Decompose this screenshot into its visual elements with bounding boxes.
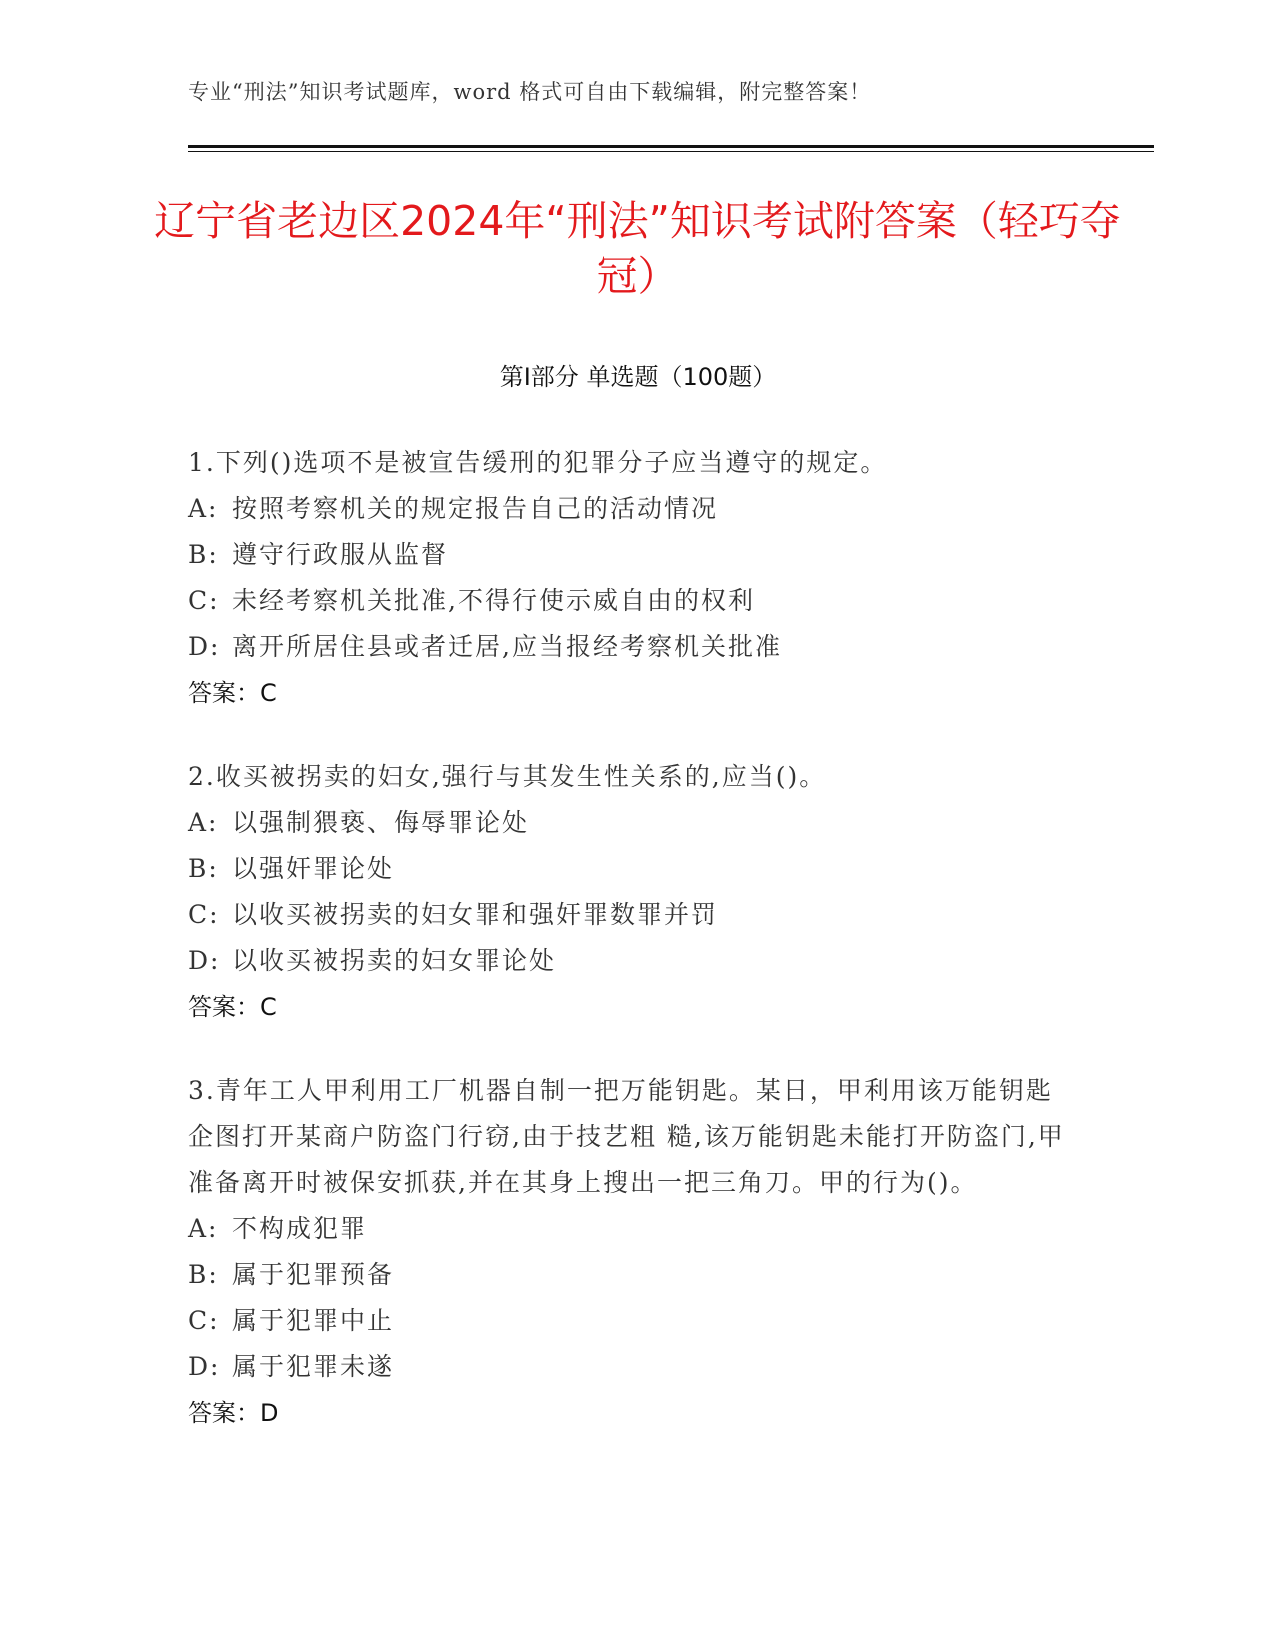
question-list <box>188 440 1068 1474</box>
document-title: 辽宁省老边区2024年“刑法”知识考试附答案（轻巧夺冠） <box>154 197 1121 300</box>
option-letter: C: <box>188 1306 220 1335</box>
option-text: 属于犯罪未遂 <box>232 1352 395 1381</box>
option-text: 属于犯罪中止 <box>232 1306 395 1335</box>
header-note: 专业“刑法”知识考试题库，word 格式可自由下载编辑，附完整答案！ <box>188 80 872 104</box>
question-stem: 2.收买被拐卖的妇女,强行与其发生性关系的,应当()。 <box>188 762 827 791</box>
option-text: 遵守行政服从监督 <box>232 540 449 569</box>
option-b <box>188 532 1068 578</box>
option-letter: A: <box>188 494 219 523</box>
section-heading: 第Ⅰ部分 单选题（100题） <box>499 363 777 391</box>
option-a <box>188 1206 1068 1252</box>
option-text: 按照考察机关的规定报告自己的活动情况 <box>232 494 719 523</box>
answer: 答案：C <box>188 679 277 707</box>
option-text: 不构成犯罪 <box>232 1214 368 1243</box>
option-b <box>188 1252 1068 1298</box>
option-text: 以强奸罪论处 <box>232 854 395 883</box>
option-c <box>188 892 1068 938</box>
option-letter: B: <box>188 854 219 883</box>
option-letter: C: <box>188 900 220 929</box>
option-letter: C: <box>188 586 220 615</box>
option-letter: A: <box>188 808 219 837</box>
option-b <box>188 846 1068 892</box>
option-text: 未经考察机关批准,不得行使示威自由的权利 <box>232 586 755 615</box>
option-letter: A: <box>188 1214 219 1243</box>
option-d <box>188 938 1068 984</box>
option-letter: D: <box>188 946 221 975</box>
option-letter: D: <box>188 1352 221 1381</box>
option-letter: B: <box>188 1260 219 1289</box>
option-c <box>188 1298 1068 1344</box>
option-d <box>188 624 1068 670</box>
option-d <box>188 1344 1068 1390</box>
question-stem: 1.下列()选项不是被宣告缓刑的犯罪分子应当遵守的规定。 <box>188 448 888 477</box>
option-text: 以收买被拐卖的妇女罪论处 <box>232 946 557 975</box>
question-stem: 3.青年工人甲利用工厂机器自制一把万能钥匙。某日，甲利用该万能钥匙企图打开某商户防盗门行窃,由于技艺粗 糙,该万能钥匙未能打开防盗门,甲准备离开时被保安抓获,并在其身上搜出一把三角刀。甲的行为()。 <box>188 1076 1065 1197</box>
option-letter: D: <box>188 632 221 661</box>
option-a <box>188 486 1068 532</box>
option-text: 以收买被拐卖的妇女罪和强奸罪数罪并罚 <box>232 900 719 929</box>
answer: 答案：D <box>188 1399 279 1427</box>
question-1 <box>188 440 1068 716</box>
answer: 答案：C <box>188 993 277 1021</box>
option-c <box>188 578 1068 624</box>
question-3 <box>188 1068 1068 1436</box>
option-text: 属于犯罪预备 <box>232 1260 395 1289</box>
question-2 <box>188 754 1068 1030</box>
header-rule <box>188 145 1154 148</box>
option-a <box>188 800 1068 846</box>
option-text: 以强制猥亵、侮辱罪论处 <box>232 808 530 837</box>
option-letter: B: <box>188 540 219 569</box>
header-rule-thin <box>188 151 1154 152</box>
option-text: 离开所居住县或者迁居,应当报经考察机关批准 <box>232 632 782 661</box>
